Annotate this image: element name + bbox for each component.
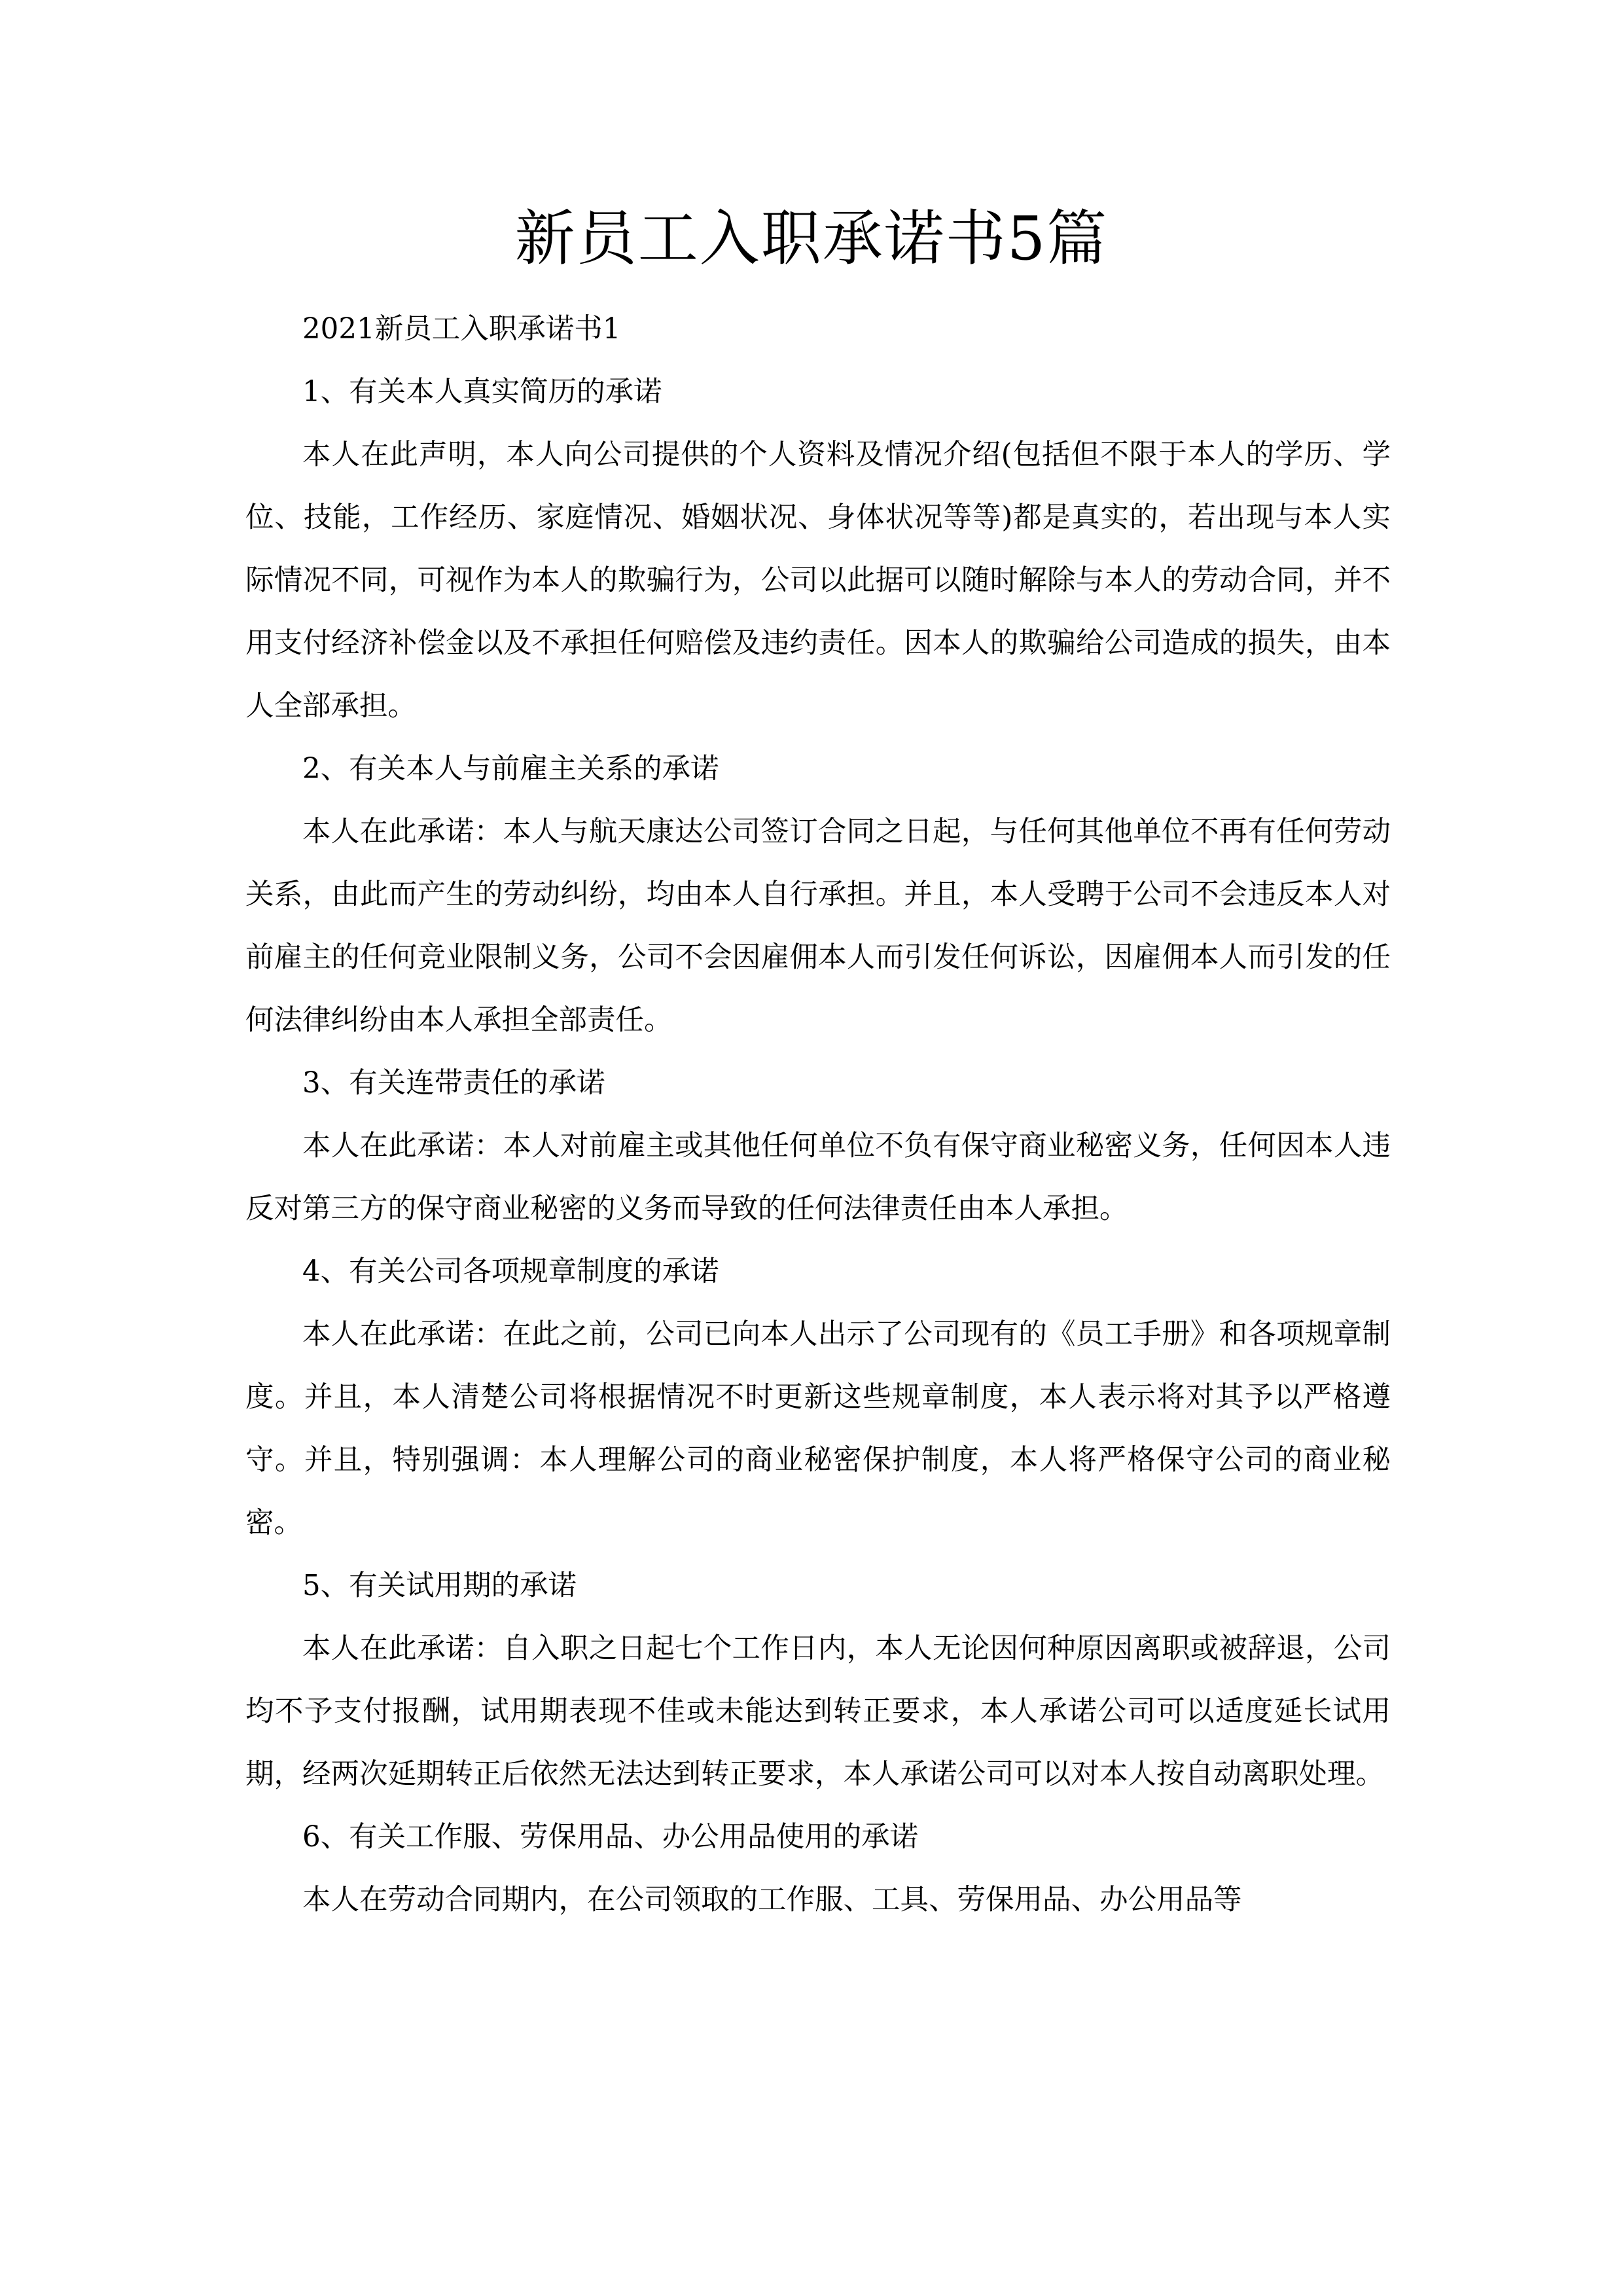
section-body-2: 本人在此承诺：本人与航天康达公司签订合同之日起，与任何其他单位不再有任何劳动关系，由此而产生的劳动纠纷，均由本人自行承担。并且，本人受聘于公司不会违反本人对前雇主的任何竞业限制义务，公司不会因雇佣本人而引发任何诉讼，因雇佣本人而引发的任何法律纠纷由本人承担全部责任。 — [245, 816, 1391, 1037]
section-heading-3: 3、有关连带责任的承诺 — [302, 1067, 605, 1100]
section-body-4: 本人在此承诺：在此之前，公司已向本人出示了公司现有的《员工手册》和各项规章制度。并且，本人清楚公司将根据情况不时更新这些规章制度，本人表示将对其予以严格遵守。并且，特别强调：本人理解公司的商业秘密保护制度，本人将严格保守公司的商业秘密。 — [245, 1318, 1391, 1539]
section-heading-2: 2、有关本人与前雇主关系的承诺 — [302, 753, 719, 785]
section-body-6: 本人在劳动合同期内，在公司领取的工作服、工具、劳保用品、办公用品等 — [302, 1884, 1242, 1916]
document-subtitle: 2021新员工入职承诺书1 — [302, 313, 621, 346]
section-heading-5: 5、有关试用期的承诺 — [302, 1570, 577, 1602]
section-body-5: 本人在此承诺：自入职之日起七个工作日内，本人无论因何种原因离职或被辞退，公司均不予支付报酬，试用期表现不佳或未能达到转正要求，本人承诺公司可以适度延长试用期，经两次延期转正后依然无法达到转正要求，本人承诺公司可以对本人按自动离职处理。 — [245, 1632, 1391, 1791]
section-heading-4: 4、有关公司各项规章制度的承诺 — [302, 1255, 719, 1288]
document-body — [245, 298, 1391, 1931]
section-heading-6: 6、有关工作服、劳保用品、办公用品使用的承诺 — [302, 1821, 919, 1854]
section-body-3: 本人在此承诺：本人对前雇主或其他任何单位不负有保守商业秘密义务，任何因本人违反对第三方的保守商业秘密的义务而导致的任何法律责任由本人承担。 — [245, 1130, 1391, 1225]
section-body-1: 本人在此声明，本人向公司提供的个人资料及情况介绍(包括但不限于本人的学历、学位、技能，工作经历、家庭情况、婚姻状况、身体状况等等)都是真实的，若出现与本人实际情况不同，可视作为本人的欺骗行为，公司以此据可以随时解除与本人的劳动合同，并不用支付经济补偿金以及不承担任何赔偿及违约责任。因本人的欺骗给公司造成的损失，由本人全部承担。 — [245, 439, 1391, 723]
document-title: 新员工入职承诺书5篇 — [514, 204, 1109, 274]
section-heading-1: 1、有关本人真实简历的承诺 — [302, 376, 662, 408]
